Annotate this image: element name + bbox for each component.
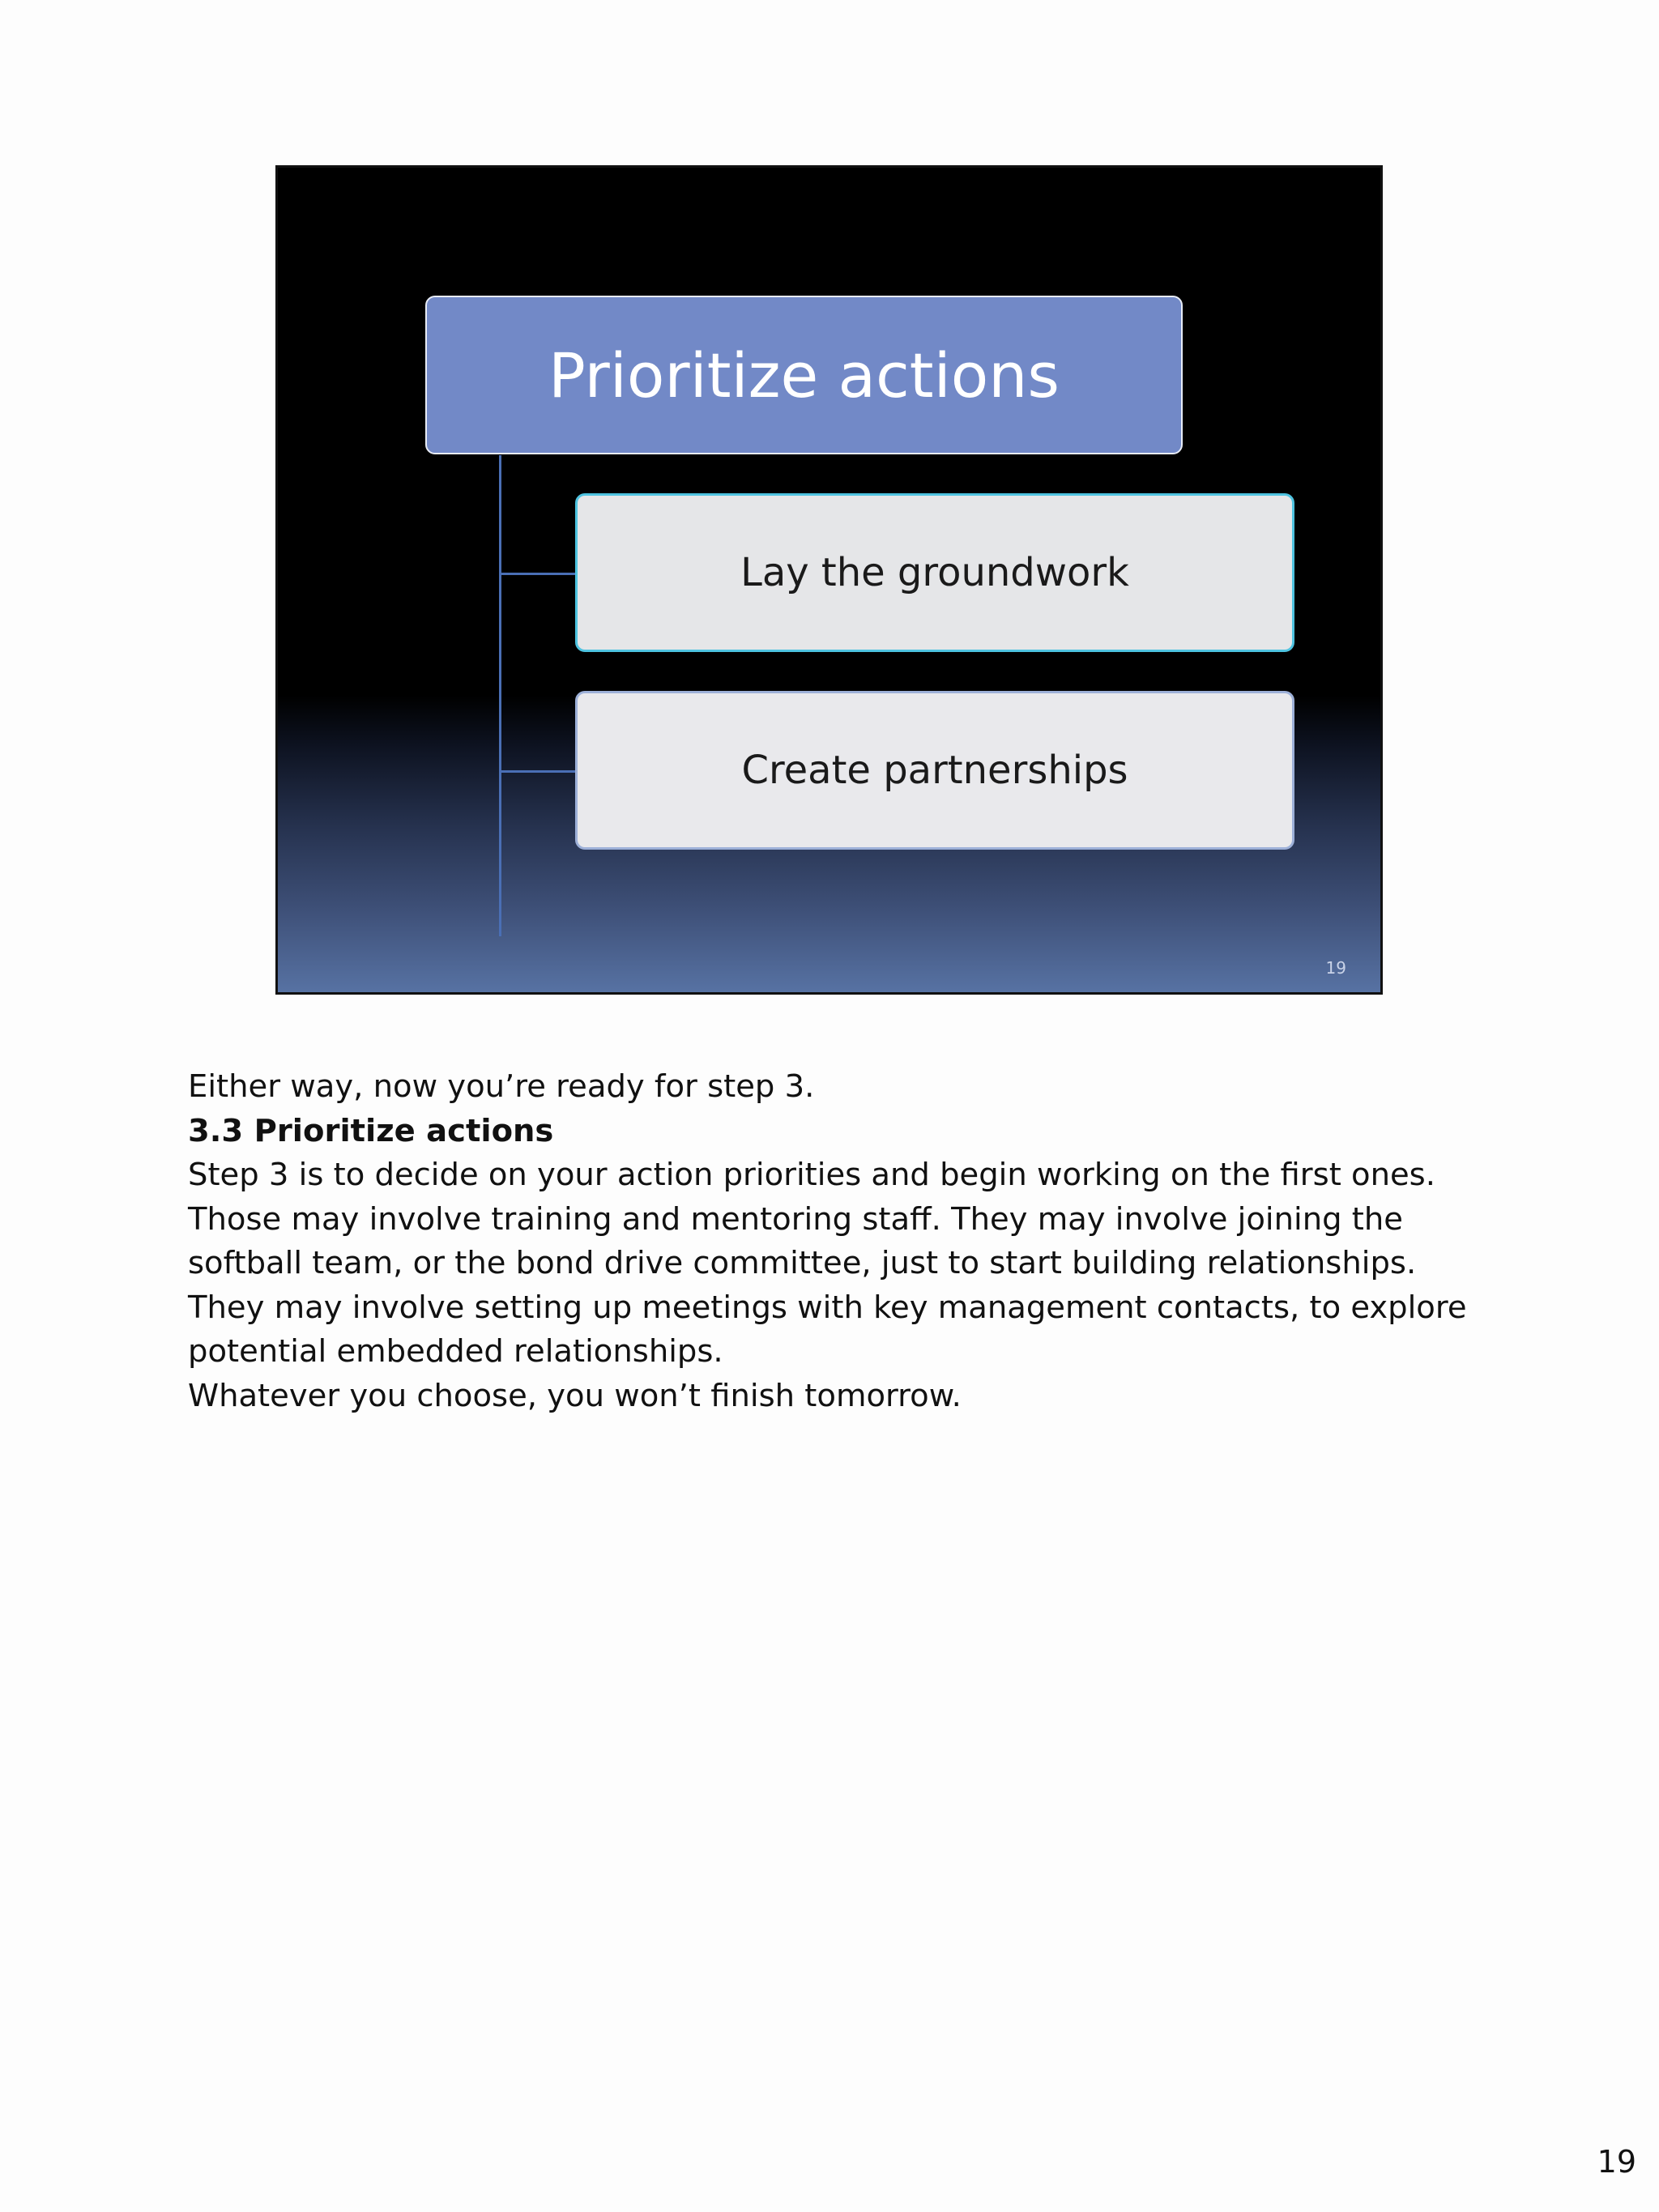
hierarchy-connector-branch [499, 573, 575, 575]
notes-intro: Either way, now you’re ready for step 3. [188, 1068, 815, 1105]
slide-item-box: Lay the groundwork [575, 493, 1294, 652]
notes-body: Step 3 is to decide on your action priorities and begin working on the first ones. Those may involve training and mentoring staff. They may involve joining the softball team, or the bond drive committee, just to start building relationships. They may involve setting up meetings with key management contacts, to explore potential embedded relationships. [188, 1157, 1467, 1370]
slide-image [275, 165, 1383, 995]
speaker-notes [188, 1065, 1500, 1418]
slide-title-box: Prioritize actions [425, 296, 1183, 454]
notes-section-heading: 3.3 Prioritize actions [188, 1112, 554, 1149]
hierarchy-connector-vertical [499, 455, 501, 936]
slide-number: 19 [1325, 958, 1346, 978]
slide-item-box: Create partnerships [575, 691, 1294, 850]
notes-closing: Whatever you choose, you won’t finish tomorrow. [188, 1377, 962, 1414]
page-number: 19 [1597, 2144, 1636, 2180]
hierarchy-connector-branch [499, 770, 575, 773]
